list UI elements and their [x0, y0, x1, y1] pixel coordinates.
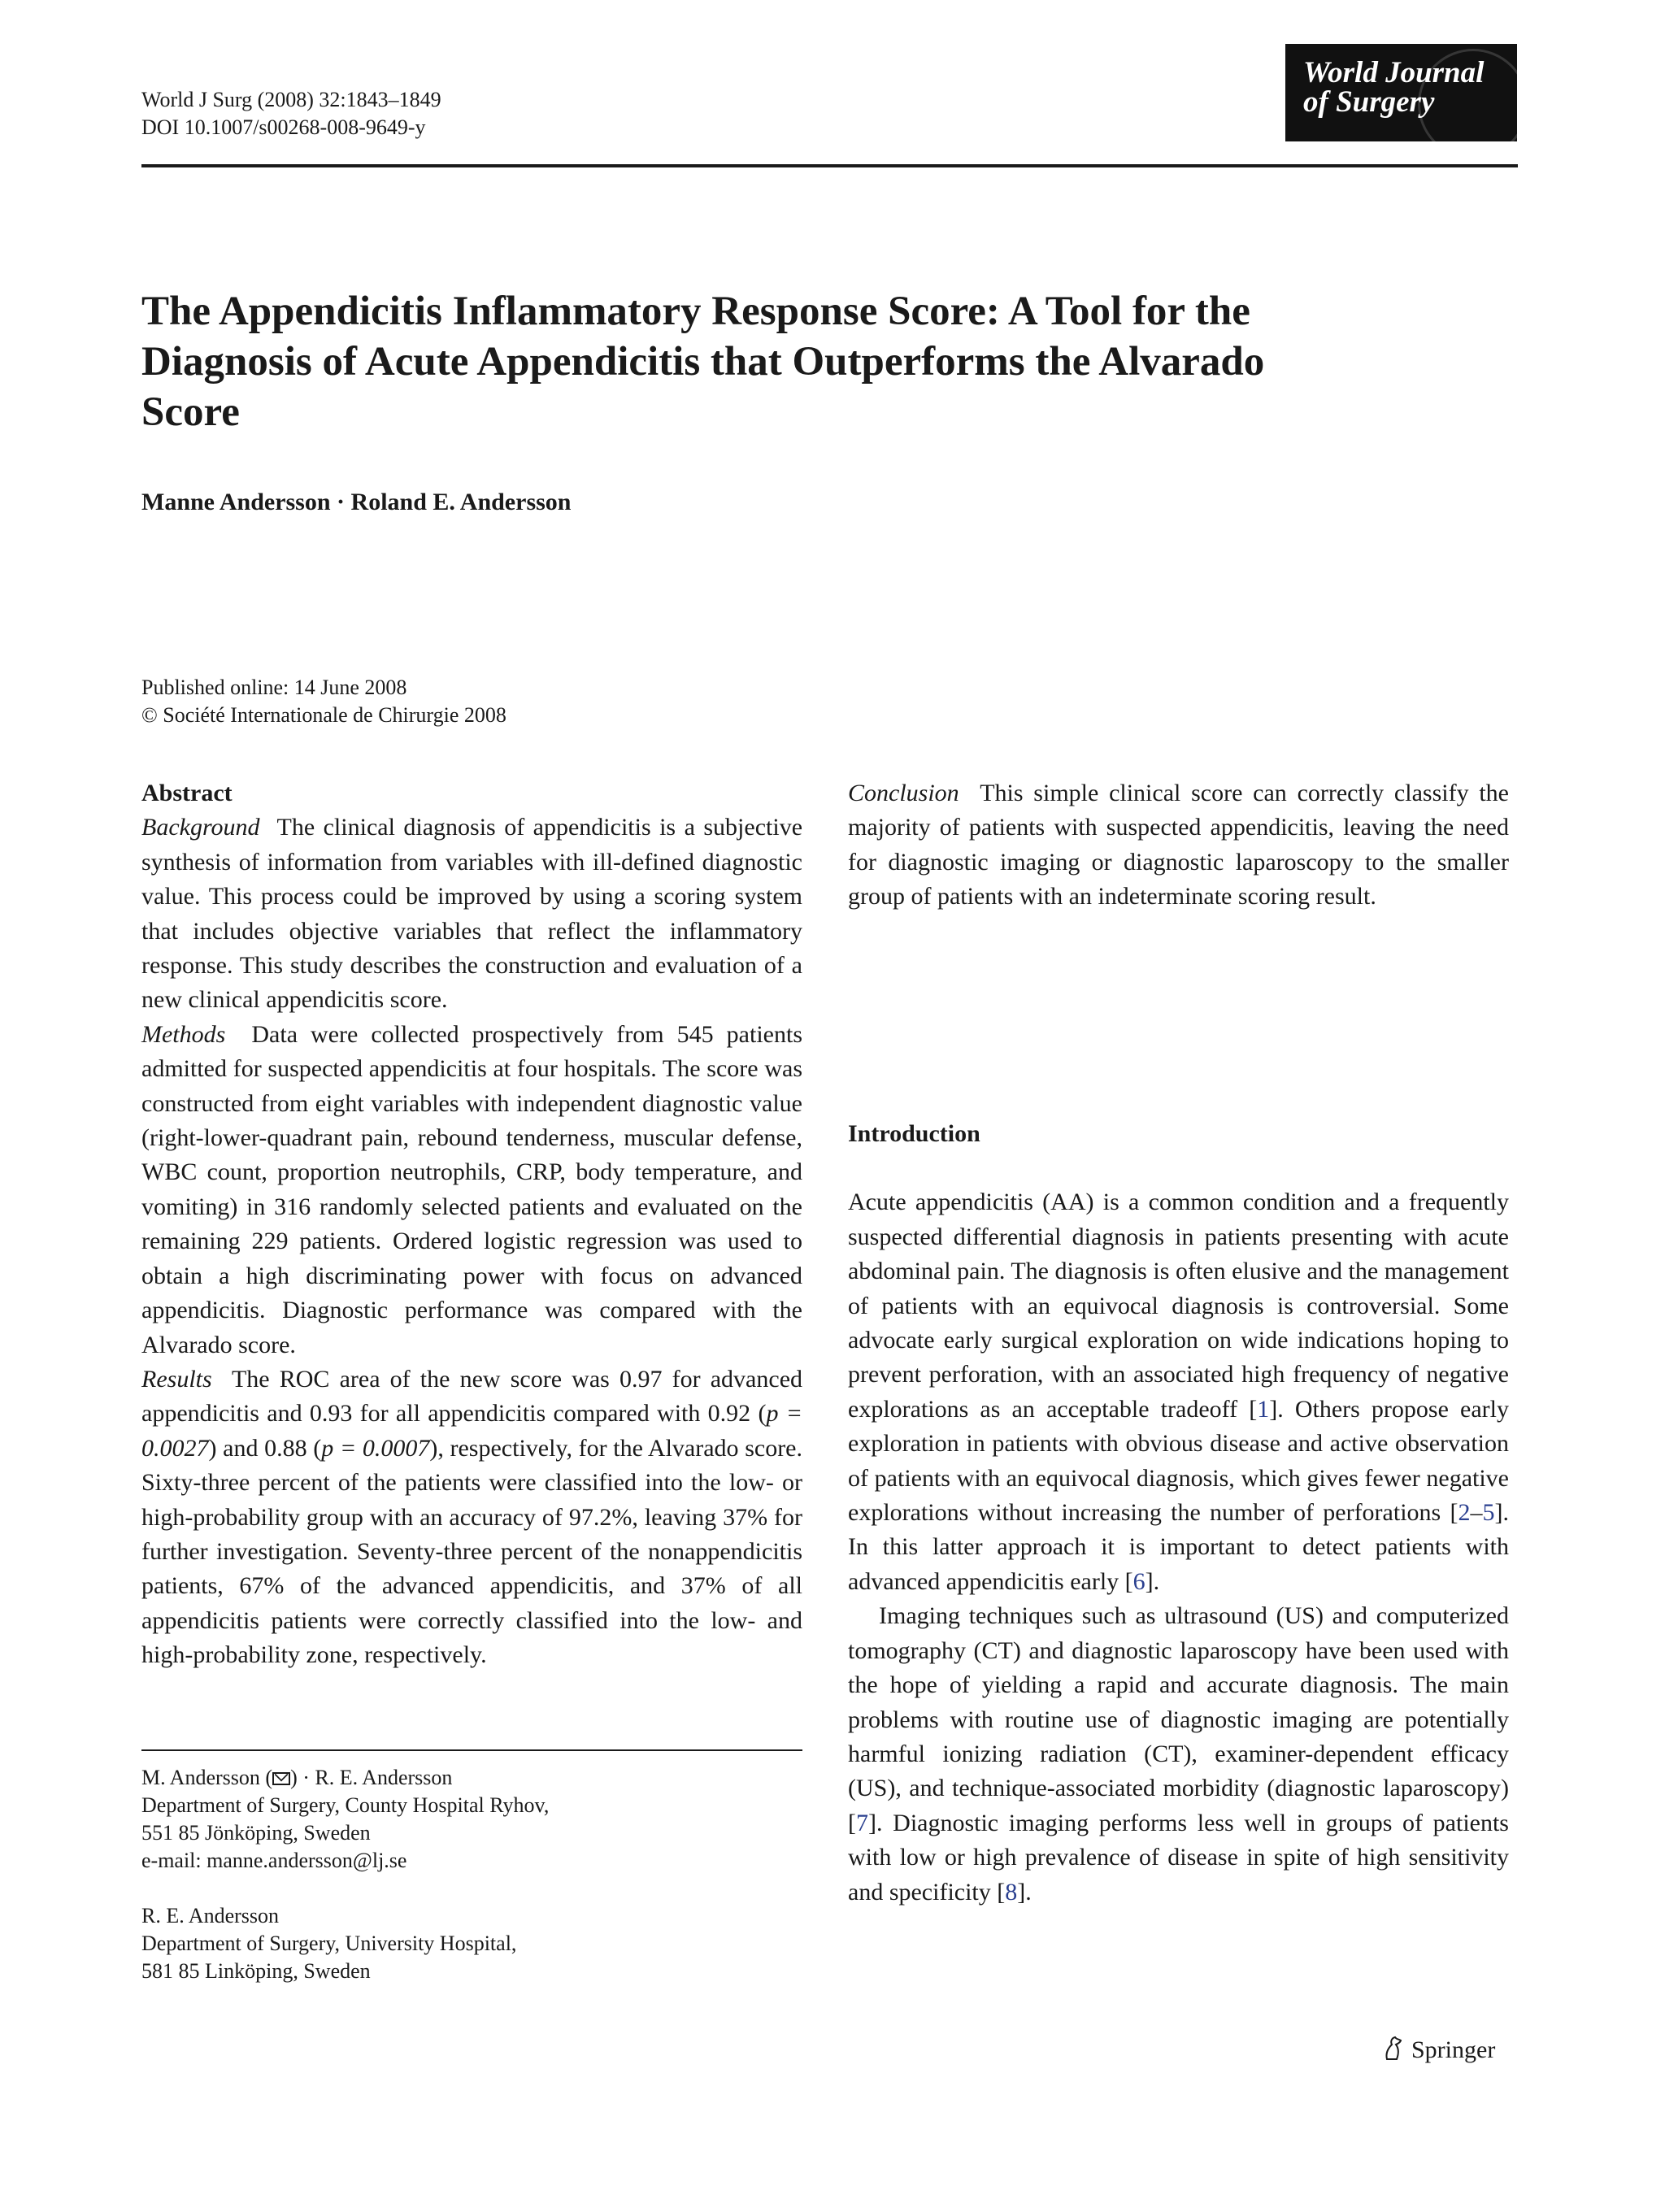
affil-name-1: M. Andersson ( — [141, 1766, 273, 1789]
conclusion-text: This simple clinical score can correctly classify the majority of patients with suspected appendicitis, leaving the need for diagnostic imaging or diagnostic laparoscopy to the smaller group of patients with an indeterminate scoring result. — [848, 780, 1509, 910]
background-label: Background — [141, 814, 260, 841]
introduction-section — [848, 1117, 1509, 1910]
article-title — [141, 286, 1524, 437]
publication-info — [141, 674, 506, 729]
introduction-heading: Introduction — [848, 1120, 980, 1147]
abstract-heading: Abstract — [141, 780, 233, 806]
results-label: Results — [141, 1365, 212, 1393]
author-affiliations — [141, 1764, 802, 1985]
abstract-results — [141, 1362, 802, 1673]
envelope-icon — [272, 1772, 290, 1785]
header-rule — [141, 164, 1518, 167]
abstract-background — [141, 810, 802, 1017]
affiliation-line-5: R. E. Andersson — [141, 1904, 279, 1927]
author-list: Manne Andersson · Roland E. Andersson — [141, 489, 572, 515]
results-text-1: The ROC area of the new score was 0.97 for advanced appendicitis and 0.93 for all appendicitis compared with 0.92 ( — [141, 1365, 803, 1428]
intro-p1-text-b: ]. Others propose early exploration in patients with obvious disease and active observation of patients with an equivocal diagnosis, which gives fewer negative explorations without increasing the number of perforations [ — [848, 1395, 1509, 1527]
methods-text: Data were collected prospectively from 545 patients admitted for suspected appendicitis at four hospitals. The score was constructed from eight variables with independent diagnostic value (right-lower-quadrant pain, rebound tenderness, muscular defense, WBC count, proportion neutrophils, CRP, body temperature, and vomiting) in 316 randomly selected patients and evaluated on the remaining 229 patients. Ordered logistic regression was used to obtain a high discriminating power with focus on advanced appendicitis. Diagnostic performance was compared with the Alvarado score. — [141, 1020, 802, 1358]
intro-p2-text-a: Imaging techniques such as ultrasound (US) and computerized tomography (CT) and diagnostic laparoscopy have been used with the hope of yielding a rapid and accurate diagnosis. The main problems with routine use of diagnostic imaging are potentially harmful ionizing radiation (CT), examiner-dependent efficacy (US), and technique-associated morbidity (diagnostic laparoscopy) [ — [848, 1602, 1509, 1836]
intro-p1-text-c: ]. In this latter approach it is important to detect patients with advanced appendicitis early [ — [848, 1499, 1509, 1595]
results-p-value-1: p = 0.0027 — [141, 1400, 802, 1462]
introduction-paragraph-2 — [848, 1599, 1509, 1910]
springer-horse-icon — [1382, 2035, 1405, 2062]
copyright: © Société Internationale de Chirurgie 2008 — [141, 703, 506, 727]
intro-p1-text-a: Acute appendicitis (AA) is a common condition and a frequently suspected differential diagnosis in patients presenting with acute abdominal pain. The diagnosis is often elusive and the management of patients with an equivocal diagnosis is controversial. Some advocate early surgical exploration on wide indications hoping to prevent perforation, with an associated high frequency of negative explorations as an acceptable tradeoff [ — [848, 1189, 1509, 1423]
conclusion-label: Conclusion — [848, 780, 959, 806]
abstract-conclusion — [848, 776, 1509, 915]
affiliation-line-3: 551 85 Jönköping, Sweden — [141, 1821, 371, 1845]
intro-p1-dash: – — [1470, 1499, 1483, 1527]
reference-link-5[interactable]: 5 — [1482, 1499, 1495, 1527]
reference-link-8[interactable]: 8 — [1005, 1878, 1018, 1906]
publisher-name: Springer — [1411, 2036, 1496, 2063]
results-text-2: ) and 0.88 ( — [208, 1434, 322, 1462]
reference-link-1[interactable]: 1 — [1257, 1395, 1270, 1423]
citation-header — [141, 86, 441, 141]
intro-p2-text-c: ]. — [1017, 1878, 1032, 1906]
reference-link-6[interactable]: 6 — [1132, 1567, 1146, 1595]
affil-name-2: ) · R. E. Andersson — [290, 1766, 453, 1789]
methods-label: Methods — [141, 1020, 226, 1048]
abstract-methods — [141, 1018, 802, 1362]
affiliation-line-2: Department of Surgery, County Hospital Ryhov, — [141, 1793, 550, 1817]
published-date: Published online: 14 June 2008 — [141, 676, 407, 699]
background-text: The clinical diagnosis of appendicitis is a subjective synthesis of information from variables with ill-defined diagnostic value. This process could be improved by using a scoring system that includes objective variables that reflect the inflammatory response. This study describes the construction and evaluation of a new clinical appendicitis score. — [141, 814, 803, 1014]
reference-link-2[interactable]: 2 — [1458, 1499, 1471, 1527]
affiliation-line-7: 581 85 Linköping, Sweden — [141, 1959, 371, 1983]
affiliation-line-1 — [141, 1764, 802, 1792]
affiliation-line-6: Department of Surgery, University Hospital, — [141, 1932, 517, 1955]
title-line-3: Score — [141, 389, 240, 435]
abstract-column — [141, 776, 802, 1673]
footnote-rule — [141, 1749, 802, 1751]
publisher-footer — [1382, 2034, 1495, 2066]
introduction-paragraph-1 — [848, 1185, 1509, 1599]
journal-logo-line-2: of Surgery — [1303, 85, 1435, 119]
intro-p1-text-d: ]. — [1145, 1567, 1160, 1595]
journal-logo — [1285, 44, 1517, 141]
affiliation-email[interactable]: e-mail: manne.andersson@lj.se — [141, 1849, 407, 1872]
title-line-1: The Appendicitis Inflammatory Response Score: A Tool for the — [141, 289, 1250, 334]
doi-text: DOI 10.1007/s00268-008-9649-y — [141, 115, 426, 139]
results-p-value-2: p = 0.0007 — [321, 1434, 430, 1462]
citation-text: World J Surg (2008) 32:1843–1849 — [141, 88, 441, 111]
intro-p2-text-b: ]. Diagnostic imaging performs less well in groups of patients with low or high prevalence of disease in spite of high sensitivity and specificity [ — [848, 1809, 1509, 1906]
reference-link-7[interactable]: 7 — [856, 1809, 868, 1836]
journal-logo-line-1: World Journal — [1303, 56, 1485, 89]
results-text-3: ), respectively, for the Alvarado score. Sixty-three percent of the patients were classified into the low- or high-probability group with an accuracy of 97.2%, leaving 37% for further investigation. Seventy-three percent of the nonappendicitis patients, 67% of the advanced appendicitis, and 37% of all appendicitis patients were correctly classified into the low- and high-probability zone, respectively. — [141, 1434, 802, 1669]
title-line-2: Diagnosis of Acute Appendicitis that Outperforms the Alvarado — [141, 339, 1265, 385]
right-column — [848, 776, 1509, 915]
